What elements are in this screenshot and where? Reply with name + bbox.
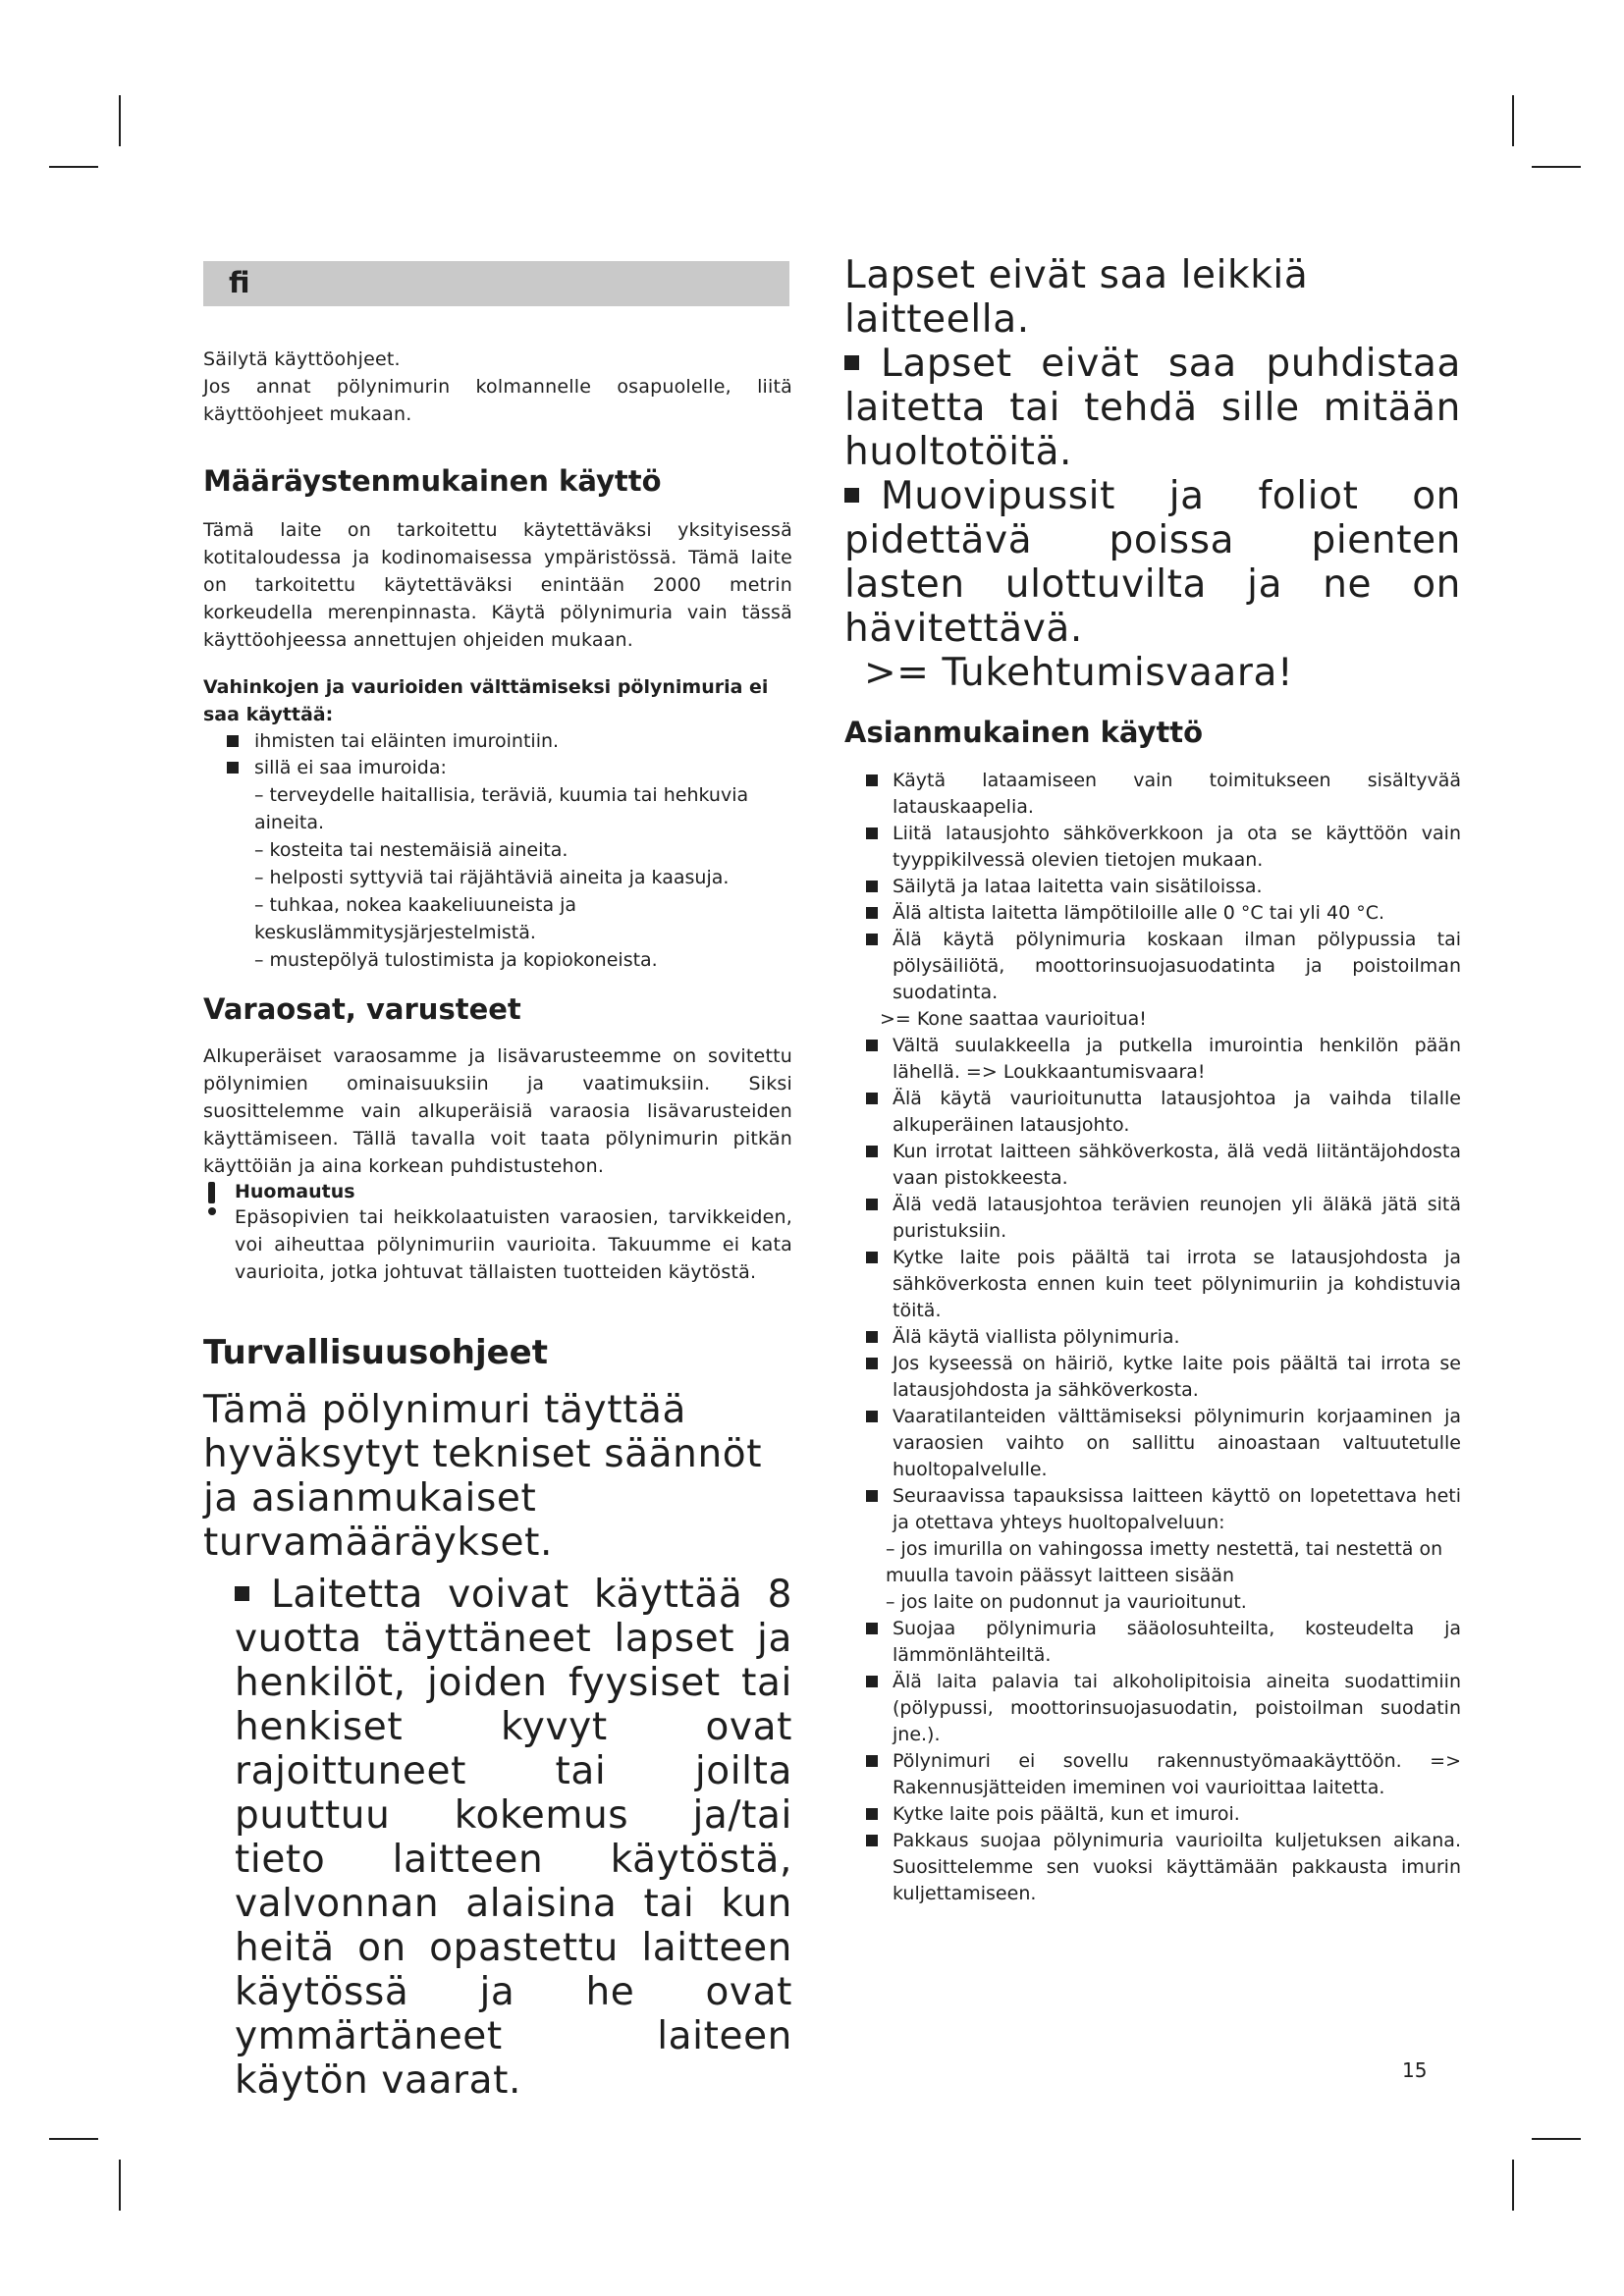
bullet-square-icon — [866, 1146, 878, 1157]
list-item: Suojaa pölynimuria sääolosuhteilta, kosteudelta ja lämmönlähteiltä. — [866, 1616, 1461, 1669]
crop-mark — [49, 2138, 98, 2140]
suffocation-warning: >= Tukehtumisvaara! — [864, 651, 1294, 695]
plastic-bags-bullet: Muovipussit ja foliot on pidettävä poissa pienten lasten ulottuvilta ja ne on hävitettävä. — [844, 474, 1461, 651]
bullet-square-icon — [866, 1676, 878, 1687]
bullet-square-icon — [844, 355, 859, 370]
bullet-square-icon — [866, 907, 878, 919]
crop-mark — [1512, 2160, 1514, 2211]
bullet-square-icon — [844, 488, 859, 503]
bullet-square-icon — [866, 1835, 878, 1846]
crop-mark — [49, 166, 98, 168]
dash-item: – terveydelle haitallisia, teräviä, kuumia tai hehkuvia aineita. — [254, 784, 749, 833]
list-item: Käytä lataamiseen vain toimitukseen sisältyvää latauskaapelia. — [866, 768, 1461, 821]
note-box — [203, 1180, 792, 1286]
list-item: Kytke laite pois päältä, kun et imuroi. — [866, 1801, 1461, 1828]
damage-warning-line: >= Kone saattaa vaurioitua! — [880, 1008, 1147, 1030]
bullet-square-icon — [866, 828, 878, 839]
bullet-square-icon — [866, 1093, 878, 1104]
list-item: Kytke laite pois päältä tai irrota se latausjohdosta ja sähköverkosta ennen kuin teet pölynimuriin ja kohdistuvia töitä. — [866, 1245, 1461, 1324]
bullet-square-icon — [866, 1252, 878, 1263]
crop-mark — [1512, 95, 1514, 146]
proper-use-list — [844, 768, 1461, 1907]
exclamation-icon — [203, 1182, 221, 1215]
list-item: Seuraavissa tapauksissa laitteen käyttö on lopetettava heti ja otettava yhteys huoltopalveluun: — [866, 1483, 1461, 1536]
crop-mark — [119, 95, 121, 146]
list-item: Älä käytä pölynimuria koskaan ilman pölypussia tai pölysäiliötä, moottorinsuojasuodatinta ja poistoilman suodatinta. — [866, 927, 1461, 1006]
list-item: Älä käytä vaurioitunutta latausjohtoa ja vaihda tilalle alkuperäinen latausjohto. — [866, 1086, 1461, 1139]
list-item: Älä laita palavia tai alkoholipitoisia aineita suodattimiin (pölypussi, moottorinsuojasuodatin, poistoilman suodatin jne.). — [866, 1669, 1461, 1748]
children-cleaning-bullet: Lapset eivät saa puhdistaa laitetta tai tehdä sille mitään huoltotöitä. — [844, 342, 1461, 474]
list-item: sillä ei saa imuroida: — [227, 755, 792, 781]
bullet-square-icon — [866, 1411, 878, 1422]
bullet-square-icon — [866, 881, 878, 892]
bullet-square-icon — [866, 1199, 878, 1210]
dash-item: – kosteita tai nestemäisiä aineita. — [254, 839, 568, 861]
language-header-bar — [203, 261, 789, 306]
bullet-square-icon — [866, 1490, 878, 1502]
bullet-square-icon — [866, 1331, 878, 1343]
dash-item: – jos laite on pudonnut ja vaurioitunut. — [886, 1591, 1247, 1613]
heading-parts: Varaosat, varusteet — [203, 992, 521, 1026]
heading-proper-use: Asianmukainen käyttö — [844, 716, 1204, 749]
note-title: Huomautus — [235, 1181, 355, 1202]
bullet-square-icon — [235, 1586, 249, 1601]
intended-use-text: Tämä laite on tarkoitettu käytettäväksi yksityisessä kotitaloudessa ja kodinomaisessa ympäristössä. Tämä laite on tarkoitettu käytettäväksi enintään 2000 metrin korkeudella merenpinnasta. Käytä pölynimuria vain tässä käyttöohjeessa annettujen ohjeiden mukaan. — [203, 519, 792, 651]
intro-line-1: Säilytä käyttöohjeet. — [203, 348, 401, 370]
bullet-square-icon — [227, 762, 239, 774]
list-item: Älä vedä latausjohtoa terävien reunojen yli äläkä jätä sitä puristuksiin. — [866, 1192, 1461, 1245]
dash-item: – mustepölyä tulostimista ja kopiokoneista. — [254, 949, 658, 971]
bullet-square-icon — [866, 934, 878, 945]
list-item: Pölynimuri ei sovellu rakennustyömaakäyttöön. => Rakennusjätteiden imeminen voi vaurioittaa laitetta. — [866, 1748, 1461, 1801]
list-item: Älä käytä viallista pölynimuria. — [866, 1324, 1461, 1351]
crop-mark — [1532, 2138, 1581, 2140]
list-item: Pakkaus suojaa pölynimuria vaurioilta kuljetuksen aikana. Suosittelemme sen vuoksi käyttämään pakkausta imurin kuljettamiseen. — [866, 1828, 1461, 1907]
list-item: ihmisten tai eläinten imurointiin. — [227, 728, 792, 755]
bullet-square-icon — [866, 1755, 878, 1767]
heading-safety: Turvallisuusohjeet — [203, 1333, 548, 1372]
dash-item: – jos imurilla on vahingossa imetty nestettä, tai nestettä on muulla tavoin päässyt laitteen sisään — [886, 1538, 1443, 1586]
left-column — [203, 346, 792, 2103]
dash-item: – tuhkaa, nokea kaakeliuuneista ja keskuslämmitysjärjestelmistä. — [254, 894, 577, 943]
list-item: Liitä latausjohto sähköverkkoon ja ota se käyttöön vain tyyppikilvessä olevien tietojen mukaan. — [866, 821, 1461, 874]
bullet-square-icon — [866, 1040, 878, 1051]
bullet-square-icon — [866, 1623, 878, 1634]
list-item: Jos kyseessä on häiriö, kytke laite pois päältä tai irrota se latausjohdosta ja sähköverkosta. — [866, 1351, 1461, 1404]
page-number: 15 — [1402, 2058, 1428, 2082]
bullet-square-icon — [866, 1808, 878, 1820]
note-text: Epäsopivien tai heikkolaatuisten varaosien, tarvikkeiden, voi aiheuttaa pölynimuriin vaurioita. Takuumme ei kata vaurioita, jotka johtuvat tällaisten tuotteiden käytöstä. — [235, 1206, 792, 1283]
right-column — [844, 253, 1461, 1907]
children-play-continuation: Lapset eivät saa leikkiä laitteella. — [844, 253, 1309, 342]
list-item: Älä altista laitetta lämpötiloille alle 0 °C tai yli 40 °C. — [866, 900, 1461, 927]
damage-prevention-subheading: Vahinkojen ja vaurioiden välttämiseksi pölynimuria ei saa käyttää: — [203, 676, 769, 725]
intro-line-2: Jos annat pölynimurin kolmannelle osapuolelle, liitä käyttöohjeet mukaan. — [203, 376, 792, 425]
safety-bullet-children: Laitetta voivat käyttää 8 vuotta täyttäneet lapset ja henkilöt, joiden fyysiset tai henkiset kyvyt ovat rajoittuneet tai joilta puuttuu kokemus ja/tai tieto laitteen käytöstä, valvonnan alaisina tai kun heitä on opastettu laitteen käytössä ja he ovat ymmärtäneet laiteen käytön vaarat. — [235, 1573, 792, 2103]
language-code: fi — [229, 266, 250, 299]
heading-intended-use: Määräystenmukainen käyttö — [203, 464, 662, 498]
bullet-square-icon — [866, 774, 878, 786]
safety-lead: Tämä pölynimuri täyttää hyväksytyt tekniset säännöt ja asianmukaiset turvamääräykset. — [203, 1388, 763, 1565]
parts-text: Alkuperäiset varaosamme ja lisävarusteemme on sovitettu pölynimien ominaisuuksiin ja vaatimuksiin. Siksi suosittelemme vain alkuperäisiä varaosia lisävarusteiden käyttämiseen. Tällä tavalla voit taata pölynimurin pitkän käyttöiän ja aina korkean puhdistustehon. — [203, 1045, 792, 1177]
crop-mark — [119, 2160, 121, 2211]
crop-mark — [1532, 166, 1581, 168]
list-item: Vaaratilanteiden välttämiseksi pölynimurin korjaaminen ja varaosien vaihto on sallittu ainoastaan valtuutetulle huoltopalvelulle. — [866, 1404, 1461, 1483]
list-item: Kun irrotat laitteen sähköverkosta, älä vedä liitäntäjohdosta vaan pistokkeesta. — [866, 1139, 1461, 1192]
dash-item: – helposti syttyviä tai räjähtäviä aineita ja kaasuja. — [254, 867, 730, 888]
bullet-square-icon — [227, 735, 239, 747]
list-item: Säilytä ja lataa laitetta vain sisätiloissa. — [866, 874, 1461, 900]
bullet-square-icon — [866, 1358, 878, 1369]
list-item: Vältä suulakkeella ja putkella imurointia henkilön pään lähellä. => Loukkaantumisvaara! — [866, 1033, 1461, 1086]
